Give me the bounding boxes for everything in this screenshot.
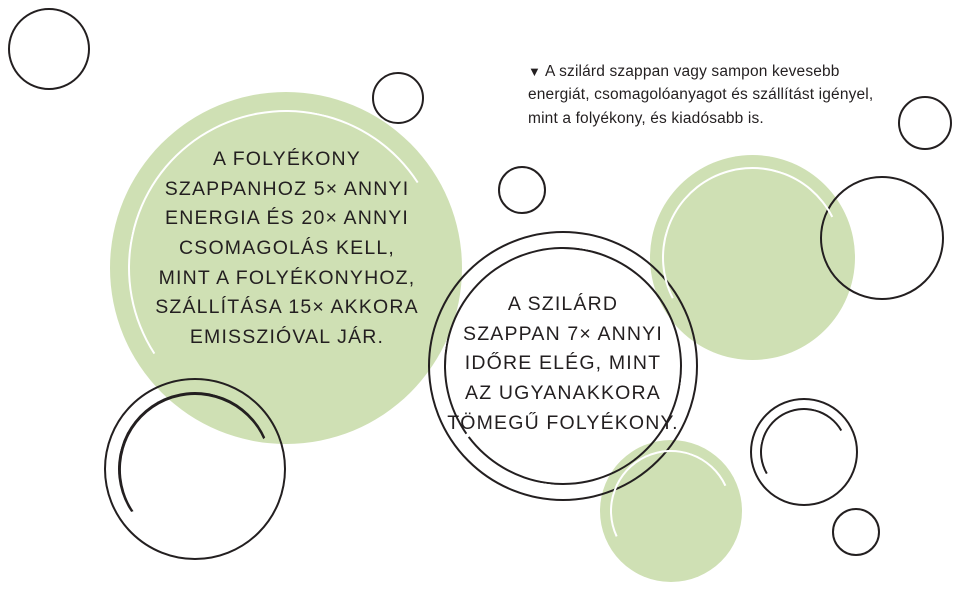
ring-bubble-right [820,176,944,300]
left-stat-line-3: ENERGIA ÉS 20× ANNYI [165,207,409,230]
left-stat-block [148,145,426,352]
ring-bubble-top-left [8,8,90,90]
ring-bubble-small-top [372,72,424,124]
left-stat-line-2: SZAPPANHOZ 5× ANNYI [164,177,410,200]
left-stat-line-4: CSOMAGOLÁS KELL, [179,236,395,259]
center-stat-block [441,290,685,438]
center-stat-line-2: SZAPPAN 7× ANNYI [463,322,663,345]
ring-bubble-small-bottom-right [832,508,880,556]
left-stat-line-5: MINT A FOLYÉKONYHOZ, [158,266,416,289]
left-stat-line-7: EMISSZIÓVAL JÁR. [189,325,385,348]
center-stat-line-5: TÖMEGŰ FOLYÉKONY. [447,411,679,434]
ring-bubble-bottom-right [750,398,858,506]
center-stat-line-3: IDŐRE ELÉG, MINT [464,352,662,375]
ring-bubble-bottom-left [104,378,286,560]
intro-note [528,60,884,130]
ring-bubble-small-mid [498,166,546,214]
triangle-down-icon: ▼ [528,64,542,79]
center-stat-line-4: AZ UGYANAKKORA [465,381,661,404]
center-stat-line-1: A SZILÁRD [507,293,619,315]
intro-note-text: A szilárd szappan vagy sampon kevesebb energiát, csomagolóanyagot és szállítást igényel, mint a folyékony, és kiadósabb is. [528,63,874,127]
left-stat-line-6: SZÁLLÍTÁSA 15× AKKORA [155,296,419,319]
ring-bubble-top-right [898,96,952,150]
left-stat-line-1: A FOLYÉKONY [213,148,361,170]
